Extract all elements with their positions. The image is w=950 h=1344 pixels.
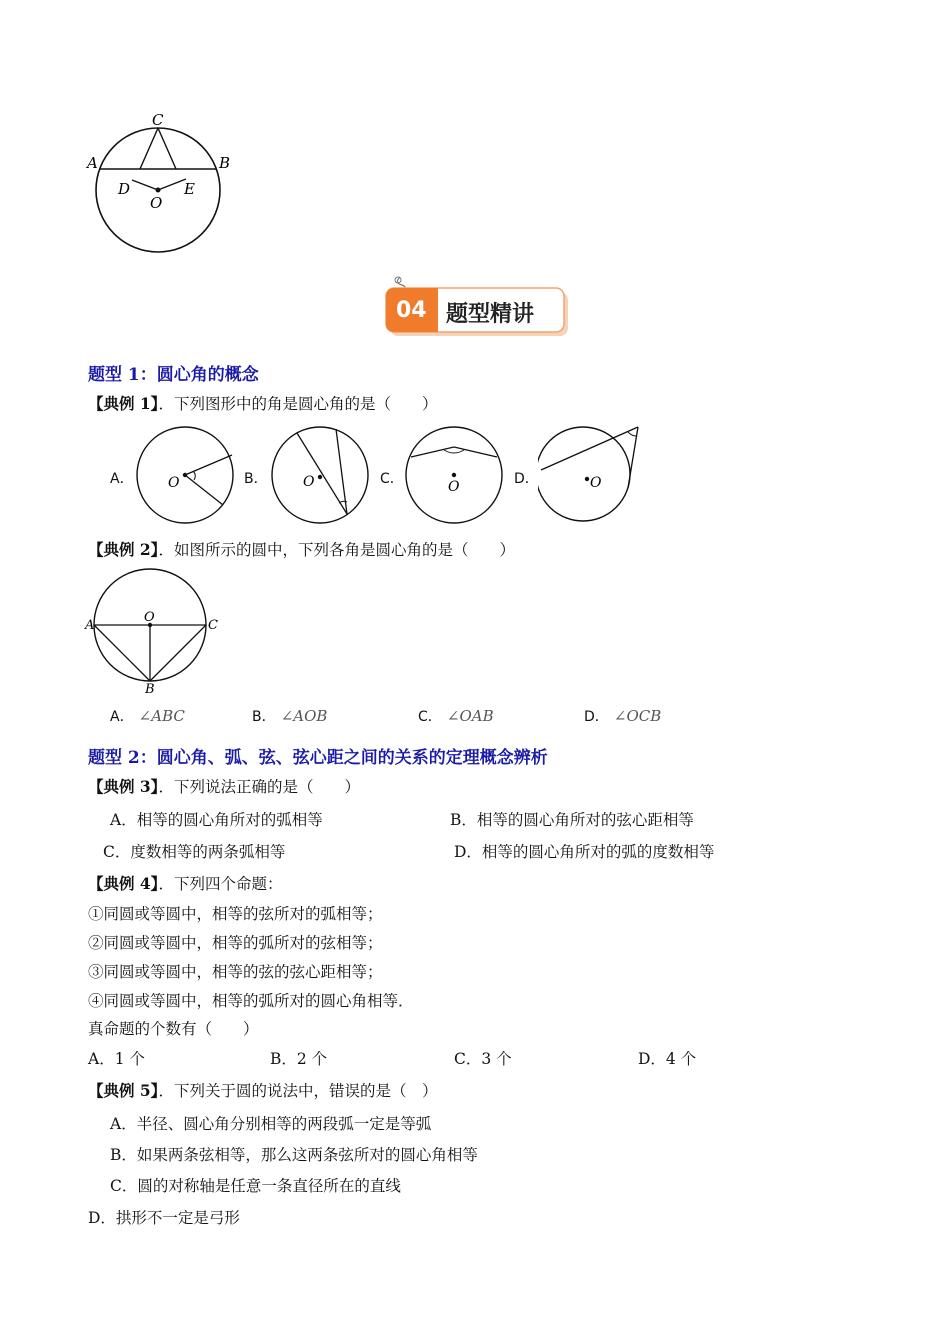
- type2-heading: 题型 2：圆心角、弧、弦、弦心距之间的关系的定理概念辨析: [88, 748, 548, 768]
- example4-statement-2: ②同圆或等圆中，相等的弧所对的弦相等；: [88, 934, 383, 952]
- label-D: D: [118, 180, 131, 198]
- example3-question: ．下列说法正确的是（ ）: [158, 778, 360, 796]
- example4-tag: 【典例 4】: [88, 874, 159, 893]
- top-circle-figure: [80, 110, 240, 260]
- label-E: E: [184, 180, 195, 198]
- label-C: C: [152, 111, 164, 129]
- example5-option-d: D．拱形不一定是弓形: [88, 1209, 240, 1227]
- example1-option-a: A．: [110, 471, 134, 487]
- example2-label-B: B: [145, 682, 155, 696]
- label-O: O: [150, 194, 163, 212]
- banner-title: 题型精讲: [446, 302, 535, 327]
- example1-a-center-label: O: [168, 475, 180, 491]
- label-A: A: [87, 154, 98, 172]
- example4-statement-3: ③同圆或等圆中，相等的弦的弦心距相等；: [88, 963, 383, 981]
- example5-tag: 【典例 5】: [88, 1081, 159, 1100]
- example1-option-c: C．: [380, 471, 404, 487]
- example4-option-c: C．3 个: [454, 1050, 512, 1068]
- example5-option-b: B．如果两条弦相等，那么这两条弦所对的圆心角相等: [110, 1146, 478, 1164]
- example3-option-d: D．相等的圆心角所对的弧的度数相等: [454, 843, 715, 861]
- example1-figure-b: [270, 425, 374, 525]
- example5-question: ．下列关于圆的说法中，错误的是（ ）: [158, 1082, 438, 1100]
- example3-option-c: C．度数相等的两条弧相等: [103, 843, 286, 861]
- example4-question: ．下列四个命题：: [158, 875, 283, 893]
- example4-option-a: A．1 个: [88, 1050, 145, 1068]
- example3-option-b: B．相等的圆心角所对的弦心距相等: [450, 811, 694, 829]
- example2-label-O: O: [144, 610, 155, 625]
- example2-question: ．如图所示的圆中，下列各角是圆心角的是（ ）: [158, 541, 515, 559]
- example4-statement-4: ④同圆或等圆中，相等的弧所对的圆心角相等．: [88, 992, 414, 1010]
- example2-option-a: A． ∠ABC: [110, 707, 185, 725]
- label-B: B: [219, 154, 231, 172]
- example1-d-center-label: O: [590, 475, 602, 491]
- example5-line: [88, 1081, 437, 1101]
- example4-statement-1: ①同圆或等圆中，相等的弦所对的弧相等；: [88, 905, 383, 923]
- example1-b-center-label: O: [303, 474, 315, 490]
- type1-heading: 题型 1：圆心角的概念: [88, 365, 259, 385]
- example2-figure: [84, 568, 224, 696]
- example1-figure-a: [135, 425, 239, 525]
- example4-ask: 真命题的个数有（ ）: [88, 1020, 259, 1038]
- example1-figure-c: [404, 425, 508, 525]
- example1-line: [88, 394, 437, 414]
- example2-option-c: C． ∠OAB: [418, 707, 494, 725]
- example5-option-c: C．圆的对称轴是任意一条直径所在的直线: [110, 1177, 401, 1195]
- section-banner: [378, 272, 574, 342]
- example3-line: [88, 777, 360, 797]
- example2-tag: 【典例 2】: [88, 540, 159, 559]
- example2-option-b: B． ∠AOB: [252, 707, 328, 725]
- example1-option-b: B．: [244, 471, 268, 487]
- example1-c-center-label: O: [448, 479, 460, 495]
- example1-tag: 【典例 1】: [88, 394, 159, 413]
- example2-label-A: A: [85, 618, 95, 633]
- example5-option-a: A．半径、圆心角分别相等的两段弧一定是等弧: [110, 1115, 432, 1133]
- example2-line: [88, 540, 515, 560]
- banner-number: 04: [396, 298, 427, 323]
- example1-figure-d: [538, 420, 648, 525]
- example3-option-a: A．相等的圆心角所对的弧相等: [110, 811, 323, 829]
- example2-label-C: C: [208, 618, 218, 633]
- example3-tag: 【典例 3】: [88, 777, 159, 796]
- example4-option-b: B．2 个: [270, 1050, 328, 1068]
- example4-option-d: D．4 个: [638, 1050, 697, 1068]
- example1-question: ．下列图形中的角是圆心角的是（ ）: [158, 395, 438, 413]
- example1-option-d: D．: [514, 471, 539, 487]
- example2-option-d: D． ∠OCB: [584, 707, 662, 725]
- example4-line: [88, 874, 282, 894]
